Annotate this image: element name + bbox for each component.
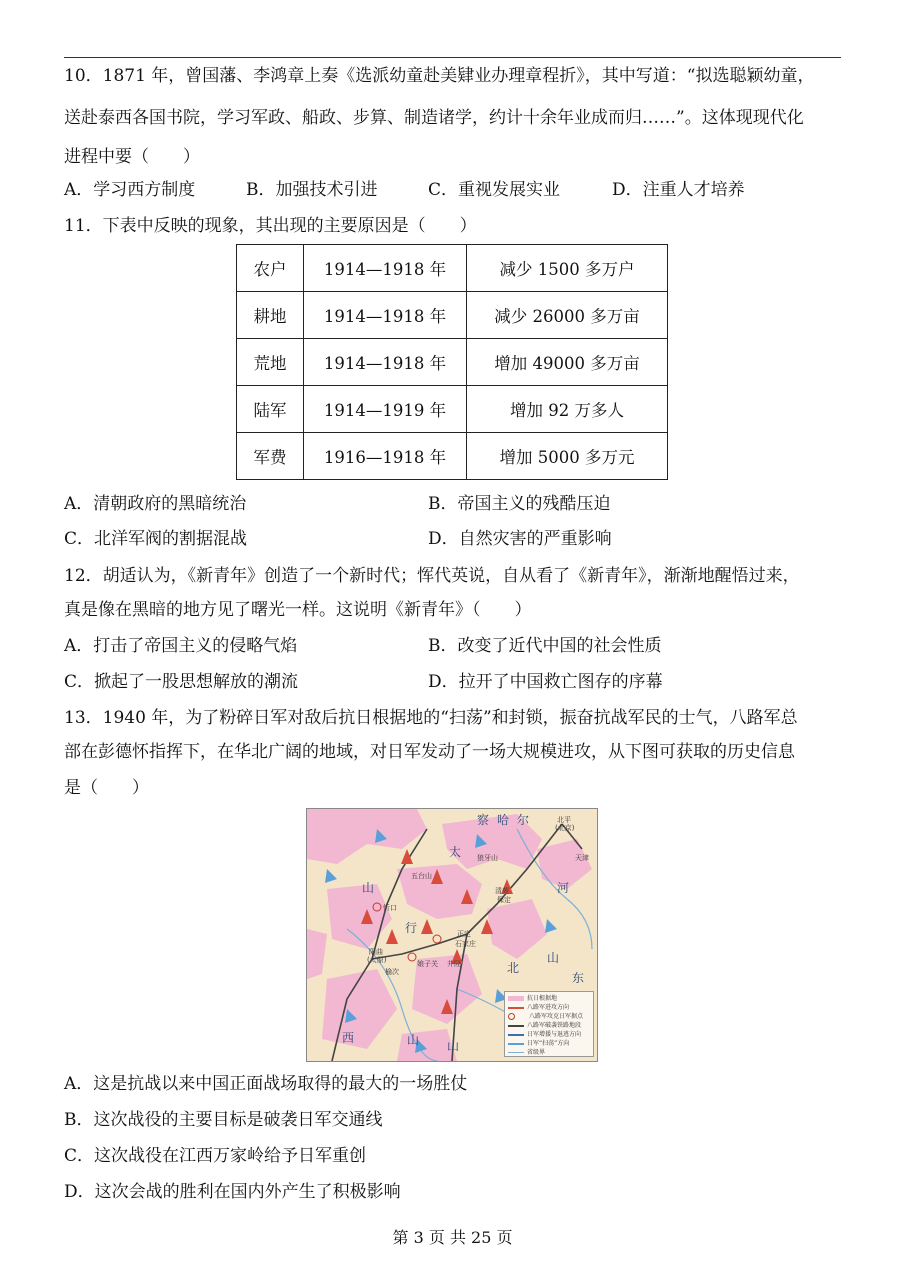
q11-option-a[interactable]: A．清朝政府的黑暗统治	[64, 494, 247, 514]
map-region-label: 察	[477, 813, 490, 827]
legend-item: 日军“扫荡”方向	[508, 1039, 590, 1048]
map-region-label: 太	[449, 845, 462, 859]
table-cell: 增加 5000 多万元	[467, 433, 668, 480]
q12-option-b[interactable]: B．改变了近代中国的社会性质	[428, 636, 662, 656]
table-cell: 耕地	[237, 292, 304, 339]
table-row	[237, 433, 668, 480]
q11-option-c[interactable]: C．北洋军阀的割据混战	[64, 529, 248, 549]
q11-option-b[interactable]: B．帝国主义的残酷压迫	[428, 494, 611, 514]
header-rule	[64, 57, 841, 58]
legend-item: 抗日根据地	[508, 994, 590, 1003]
table-row	[237, 245, 668, 292]
table-cell: 陆军	[237, 386, 304, 433]
q10-option-c[interactable]: C．重视发展实业	[428, 180, 561, 200]
q12-option-c[interactable]: C．掀起了一股思想解放的潮流	[64, 672, 299, 692]
map-region-label: 山	[407, 1033, 420, 1047]
q13-option-d[interactable]: D．这次会战的胜利在国内外产生了积极影响	[64, 1182, 401, 1202]
map-region-label: 山	[547, 951, 560, 965]
legend-swatch	[508, 1007, 524, 1009]
hundred-regiments-map	[306, 808, 598, 1062]
table-cell: 1914—1918 年	[304, 245, 467, 292]
table-cell: 1914—1919 年	[304, 386, 467, 433]
map-place-label: (太原)	[367, 956, 387, 964]
q13-option-a[interactable]: A．这是抗战以来中国正面战场取得的最大的一场胜仗	[64, 1074, 468, 1094]
q12-option-d[interactable]: D．拉开了中国救亡图存的序幕	[428, 672, 663, 692]
table-cell: 荒地	[237, 339, 304, 386]
map-place-label: 正定	[457, 930, 471, 938]
q10-stem-line-1: 10．1871 年，曾国藩、李鸿章上奏《选派幼童赴美肄业办理章程折》，其中写道：“拟选聪颖幼童，	[64, 66, 815, 86]
legend-swatch	[508, 1034, 524, 1036]
q12-option-a[interactable]: A．打击了帝国主义的侵略气焰	[64, 636, 298, 656]
map-region-label: 西	[342, 1031, 355, 1045]
q10-option-b[interactable]: B．加强技术引进	[246, 180, 378, 200]
q11-option-d[interactable]: D．自然灾害的严重影响	[428, 529, 612, 549]
q10-stem-line-2: 送赴泰西各国书院，学习军政、船政、步算、制造诸学，约计十余年业成而归……”。这体现现代化	[64, 108, 804, 128]
legend-swatch	[508, 1013, 515, 1020]
map-legend	[504, 991, 594, 1057]
map-place-label: 清苑	[495, 887, 509, 895]
legend-swatch	[508, 1025, 524, 1027]
q12-stem-line-1: 12．胡适认为，《新青年》创造了一个新时代；恽代英说，自从看了《新青年》，渐渐地醒悟过来，	[64, 566, 800, 586]
table-row	[237, 386, 668, 433]
q10-stem-line-3: 进程中要（ ）	[64, 147, 200, 167]
map-region-label: 东	[572, 971, 585, 985]
map-region-label: 北	[507, 961, 520, 975]
map-region-label: 河	[557, 881, 570, 895]
legend-item: 八路军进攻方向	[508, 1003, 590, 1012]
map-region-label: 山	[362, 881, 375, 895]
q13-option-c[interactable]: C．这次战役在江西万家岭给予日军重创	[64, 1146, 367, 1166]
map-region-label: 山	[447, 1039, 460, 1053]
map-place-label: (北京)	[555, 824, 575, 832]
legend-item: 省级界	[508, 1048, 590, 1057]
map-place-label: 忻口	[383, 904, 397, 912]
q11-stem: 11．下表中反映的现象，其出现的主要原因是（ ）	[64, 216, 477, 236]
map-region-label: 行	[405, 921, 418, 935]
legend-item: 日军增援与退逃方向	[508, 1030, 590, 1039]
map-region-label: 尔	[517, 813, 530, 827]
table-row	[237, 292, 668, 339]
q10-option-d[interactable]: D．注重人才培养	[612, 180, 745, 200]
q13-option-b[interactable]: B．这次战役的主要目标是破袭日军交通线	[64, 1110, 383, 1130]
map-place-label: 狼牙山	[477, 854, 498, 862]
q13-stem-line-3: 是（ ）	[64, 778, 149, 798]
map-place-label: 阳曲	[369, 948, 383, 956]
table-cell: 增加 92 万多人	[467, 386, 668, 433]
table-cell: 减少 1500 多万户	[467, 245, 668, 292]
page-footer: 第 3 页 共 25 页	[392, 1228, 513, 1247]
q12-stem-line-2: 真是像在黑暗的地方见了曙光一样。这说明《新青年》（ ）	[64, 600, 532, 620]
legend-swatch	[508, 1043, 524, 1045]
table-cell: 增加 49000 多万亩	[467, 339, 668, 386]
legend-swatch	[508, 996, 524, 1001]
map-place-label: 五台山	[411, 872, 432, 880]
map-place-label: 北平	[557, 816, 571, 824]
table-cell: 1916—1918 年	[304, 433, 467, 480]
map-place-label: 石家庄	[455, 940, 476, 948]
legend-item: 八路军攻克日军据点	[508, 1012, 590, 1021]
map-place-label: 榆次	[385, 968, 399, 976]
table-cell: 军费	[237, 433, 304, 480]
legend-swatch	[508, 1052, 524, 1053]
map-place-label: 天津	[575, 854, 589, 862]
q13-stem-line-1: 13．1940 年，为了粉碎日军对敌后抗日根据地的“扫荡”和封锁，振奋抗战军民的士气，八路军总	[64, 708, 798, 728]
table-cell: 1914—1918 年	[304, 339, 467, 386]
map-region-label: 哈	[497, 813, 510, 827]
map-place-label: 保定	[497, 896, 511, 904]
table-cell: 1914—1918 年	[304, 292, 467, 339]
legend-item: 八路军破袭铁路地段	[508, 1021, 590, 1030]
map-place-label: 娘子关	[417, 960, 438, 968]
table-row	[237, 339, 668, 386]
table-cell: 农户	[237, 245, 304, 292]
map-place-label: 井陉	[447, 960, 461, 968]
q10-option-a[interactable]: A．学习西方制度	[64, 180, 196, 200]
q11-data-table	[236, 244, 668, 480]
q13-stem-line-2: 部在彭德怀指挥下，在华北广阔的地域，对日军发动了一场大规模进攻，从下图可获取的历史信息	[64, 742, 795, 762]
table-cell: 减少 26000 多万亩	[467, 292, 668, 339]
